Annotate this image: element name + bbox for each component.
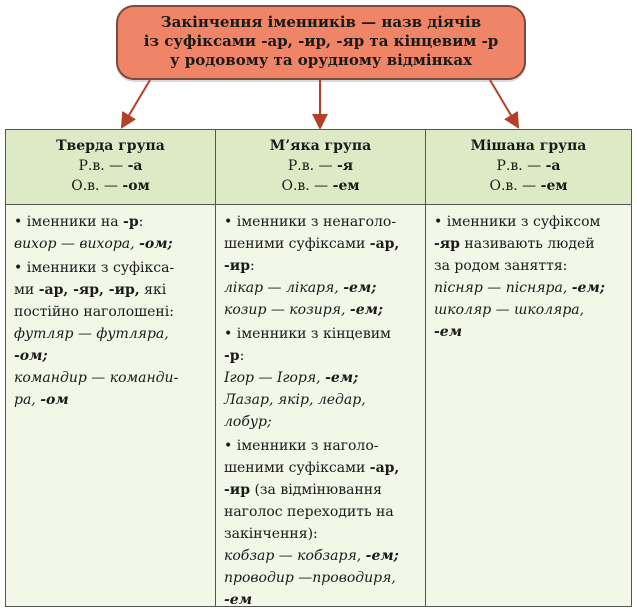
group-name: М’яка група — [269, 138, 372, 154]
column-mixed-group — [426, 130, 631, 606]
column-header — [216, 130, 425, 205]
instrumental-row: О.в. — -ем — [489, 178, 568, 194]
list-item: • іменники з суфікса- ми -ар, -яр, -ир, які постійно наголошені: футляр — футляра, -ом; командир — команди- ра, -ом — [14, 260, 179, 408]
instrumental-row: О.в. — -ом — [71, 178, 150, 194]
column-body — [6, 205, 215, 606]
genitive-row: Р.в. — -а — [78, 158, 143, 174]
column-hard-group — [6, 130, 216, 606]
column-body — [216, 205, 425, 606]
arrow-left — [125, 80, 150, 122]
groups-table — [5, 129, 632, 607]
column-body — [426, 205, 631, 606]
list-item: • іменники з ненаголо- шеними суфіксами -ар, -ир: лікар — лікаря, -ем; козир — козиря, -ем; — [224, 214, 400, 318]
title-line-3: у родовому та орудному відмінках — [169, 51, 473, 69]
list-item: • іменники з суфіксом -яр називають людей за родом заняття: пісняр — пісняра, -ем; школяр — школяра, -ем — [434, 214, 605, 340]
list-item: • іменники на -р: вихор — вихора, -ом; — [14, 214, 173, 252]
list-item: • іменники з кінцевим -р: Ігор — Ігоря, -ем; Лазар, якір, ледар, лобур; — [224, 326, 391, 430]
list-item: • іменники з наголо- шеними суфіксами -ар, -ир (за відмінювання наголос переходить на закінчення): кобзар — кобзаря, -ем; проводир —проводиря, -ем — [224, 438, 400, 608]
instrumental-row: О.в. — -ем — [281, 178, 360, 194]
title-line-1: Закінчення іменників — назв діячів — [160, 13, 482, 31]
column-soft-group — [216, 130, 426, 606]
group-name: Тверда група — [56, 138, 165, 154]
arrow-right — [490, 80, 515, 122]
group-name: Мішана група — [470, 138, 587, 154]
column-header — [6, 130, 215, 205]
genitive-row: Р.в. — -а — [496, 158, 561, 174]
genitive-row: Р.в. — -я — [287, 158, 354, 174]
column-header — [426, 130, 631, 205]
title-line-2: із суфіксами -ар, -ир, -яр та кінцевим -р — [143, 32, 499, 50]
arrows — [0, 0, 637, 140]
